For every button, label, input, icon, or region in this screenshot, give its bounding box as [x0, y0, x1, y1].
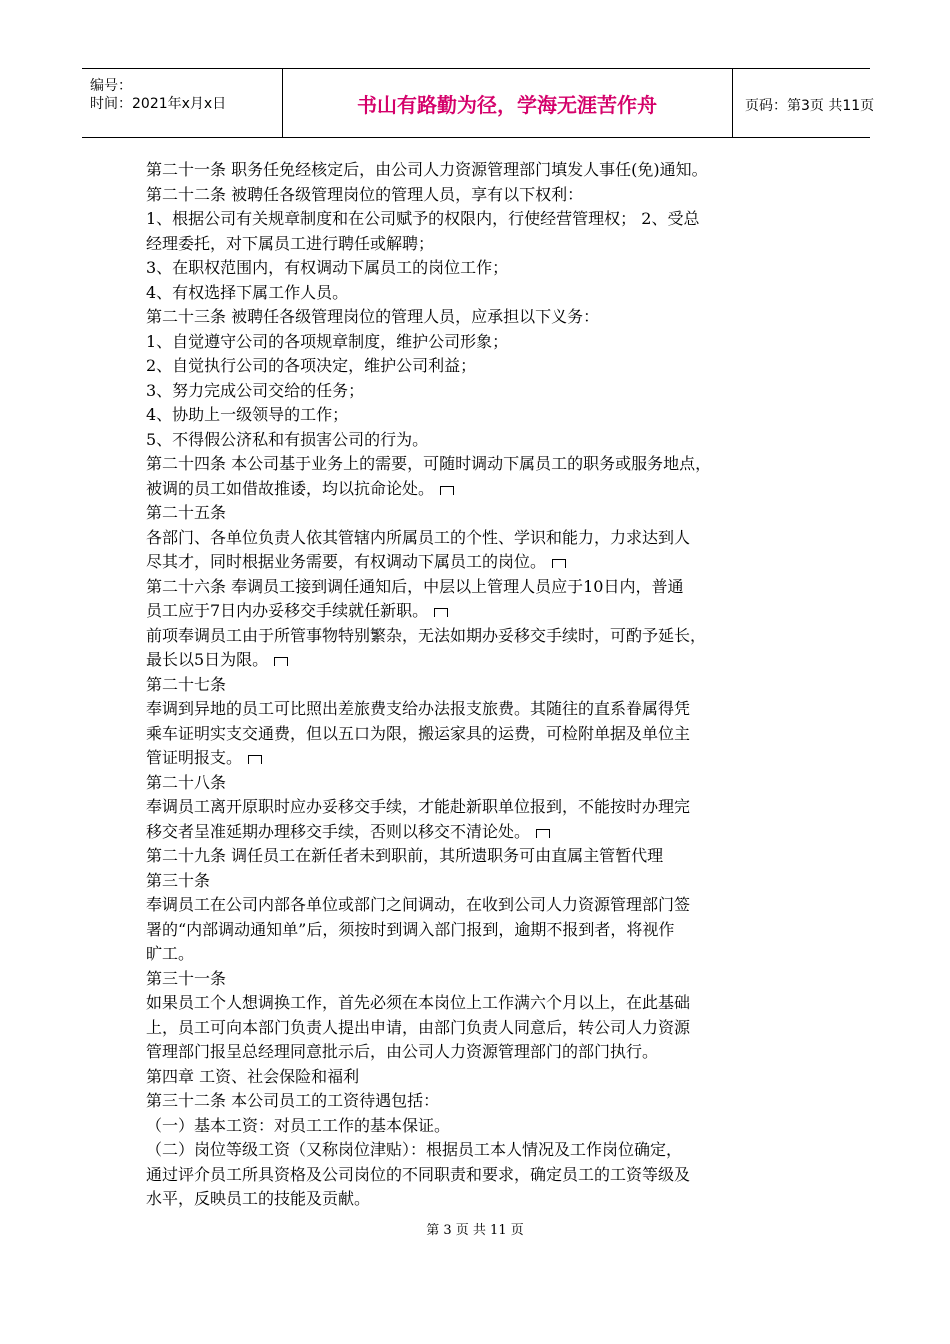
body-line: 第二十四条 本公司基于业务上的需要，可随时调动下属员工的职务或服务地点， [146, 454, 712, 473]
body-line: 4、协助上一级领导的工作； [146, 405, 349, 424]
body-line: 前项奉调员工由于所管事物特别繁杂，无法如期办妥移交手续时，可酌予延长， [146, 625, 707, 645]
paragraph-mark-icon [274, 657, 288, 666]
paragraph-mark-icon [434, 608, 448, 617]
body-line: 水平，反映员工的技能及贡献。 [146, 1189, 371, 1208]
body-line: 1、根据公司有关规章制度和在公司赋予的权限内，行使经营管理权； 2、受总 [146, 209, 700, 228]
page-header [82, 68, 875, 138]
body-line: 各部门、各单位负责人依其管辖内所属员工的个性、学识和能力，力求达到人 [146, 527, 691, 547]
body-line: 4、有权选择下属工作人员。 [146, 282, 349, 302]
body-line: 乘车证明实支交通费，但以五口为限，搬运家具的运费，可检附单据及单位主 [146, 723, 691, 743]
body-line: 第三十一条 [146, 968, 227, 988]
body-line-text: 员工应于7日内办妥移交手续就任新职。 [146, 601, 429, 620]
body-line: 第四章 工资、社会保险和福利 [146, 1066, 360, 1086]
header-info-cell [82, 69, 283, 137]
body-line: 3、努力完成公司交给的任务； [146, 380, 365, 400]
header-motto-cell [282, 69, 733, 137]
body-line: 1、自觉遵守公司的各项规章制度，维护公司形象； [146, 331, 509, 351]
body-line: 2、自觉执行公司的各项决定，维护公司利益； [146, 356, 477, 375]
body-line-with-mark [146, 746, 818, 771]
body-line: 署的“内部调动通知单”后，须按时到调入部门报到，逾期不报到者，将视作 [146, 919, 675, 939]
body-line: 5、不得假公济私和有损害公司的行为。 [146, 429, 429, 449]
body-line-text: 尽其才，同时根据业务需要，有权调动下属员工的岗位。 [146, 552, 547, 571]
body-line: 经理委托，对下属员工进行聘任或解聘； [146, 233, 435, 253]
header-page-info: 页码：第3页 共11页 [745, 98, 875, 114]
body-line-with-mark [146, 599, 818, 624]
body-line: 通过评介员工所具资格及公司岗位的不同职责和要求，确定员工的工资等级及 [146, 1164, 691, 1184]
body-line: 如果员工个人想调换工作，首先必须在本岗位上工作满六个月以上，在此基础 [146, 993, 691, 1012]
body-line: 第二十八条 [146, 772, 227, 792]
paragraph-mark-icon [248, 755, 262, 764]
body-line-text: 被调的员工如借故推诿，均以抗命论处。 [146, 478, 435, 498]
body-line: 奉调员工在公司内部各单位或部门之间调动，在收到公司人力资源管理部门签 [146, 895, 691, 914]
body-line: 3、在职权范围内，有权调动下属员工的岗位工作； [146, 258, 509, 277]
body-line: 第二十七条 [146, 674, 227, 694]
body-line-text: 管证明报支。 [146, 748, 243, 767]
body-line-with-mark [146, 477, 818, 502]
paragraph-mark-icon [536, 829, 550, 838]
page-footer: 第 3 页 共 11 页 [426, 1223, 524, 1238]
body-line: 旷工。 [146, 944, 195, 963]
paragraph-mark-icon [552, 559, 566, 568]
body-line-with-mark [146, 820, 818, 845]
body-line: 第二十三条 被聘任各级管理岗位的管理人员，应承担以下义务： [146, 307, 600, 326]
paragraph-mark-icon [440, 486, 454, 495]
body-line: 奉调员工离开原职时应办妥移交手续，才能赴新职单位报到，不能按时办理完 [146, 797, 691, 816]
body-line: （二）岗位等级工资（又称岗位津贴）：根据员工本人情况及工作岗位确定， [146, 1140, 683, 1159]
body-line-with-mark [146, 550, 818, 575]
body-line: （一）基本工资：对员工工作的基本保证。 [146, 1115, 451, 1135]
body-line: 上，员工可向本部门负责人提出申请，由部门负责人同意后，转公司人力资源 [146, 1017, 691, 1037]
header-motto: 书山有路勤为径，学海无涯苦作舟 [357, 93, 657, 117]
body-line: 第二十六条 奉调员工接到调任通知后，中层以上管理人员应于10日内，普通 [146, 576, 684, 596]
document-body [146, 158, 818, 1212]
body-line: 奉调到异地的员工可比照出差旅费支给办法报支旅费。其随往的直系眷属得凭 [146, 699, 691, 718]
body-line-text: 最长以5日为限。 [146, 650, 269, 669]
document-number-label: 编号： [90, 78, 132, 94]
body-line: 第三十二条 本公司员工的工资待遇包括： [146, 1091, 440, 1110]
body-line-with-mark [146, 648, 818, 673]
body-line-text: 移交者呈准延期办理移交手续，否则以移交不清论处。 [146, 821, 531, 841]
body-line: 管理部门报呈总经理同意批示后，由公司人力资源管理部门的部门执行。 [146, 1042, 659, 1061]
body-line: 第二十一条 职务任免经核定后，由公司人力资源管理部门填发人事任(免)通知。 [146, 160, 708, 179]
body-line: 第二十九条 调任员工在新任者未到职前，其所遗职务可由直属主管暂代理 [146, 846, 664, 865]
body-line: 第三十条 [146, 870, 211, 890]
body-line: 第二十二条 被聘任各级管理岗位的管理人员，享有以下权利： [146, 184, 584, 204]
document-time-label: 时间：2021年x月x日 [90, 96, 227, 112]
body-line: 第二十五条 [146, 503, 227, 522]
header-page-cell [732, 69, 875, 137]
